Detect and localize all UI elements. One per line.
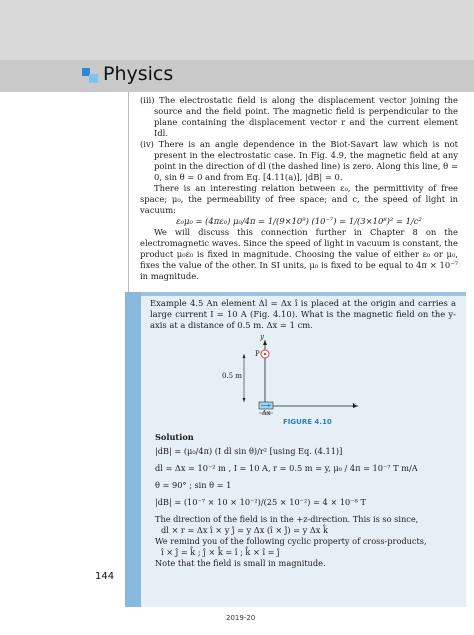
solution-line-2: dl = Δx = 10⁻² m , I = 10 A, r = 0.5 m = y, μ₀ / 4π = 10⁻⁷ T m/A: [155, 463, 418, 473]
header-band: [0, 60, 474, 92]
solution-line-4: |dB| = (10⁻⁷ × 10 × 10⁻²)/(25 × 10⁻²) = 4 × 10⁻⁸ T: [155, 497, 366, 507]
figure-4-10: [230, 338, 360, 418]
solution-line-3: θ = 90° ; sin θ = 1: [155, 480, 232, 490]
item-iv: (iv) There is an angle dependence in the Biot-Savart law which is not present in the electrostatic case. In Fig. 4.9, the magnetic field at any point in the direction of dl (the dashed line) is zero. Along this line, θ = 0, sin θ = 0 and from Eq. [4.11(a)], |dB| = 0.: [140, 139, 458, 182]
solution-line-7: We remind you of the following cyclic property of cross-products,: [155, 536, 427, 546]
figure-y-label: y: [260, 333, 264, 341]
figure-distance-label: 0.5 m: [222, 372, 242, 380]
subject-logo-icon: [82, 68, 98, 84]
solution-line-9: Note that the field is small in magnitude.: [155, 558, 326, 568]
solution-line-6: dl × r = Δx î × y ĵ = y Δx (î × ĵ) = y Δx k̂: [161, 525, 328, 535]
relation-paragraph: There is an interesting relation between ε₀, the permittivity of free space; μ₀, the permeability of free space; and c, the speed of light in vacuum:: [140, 183, 458, 215]
solution-line-5: The direction of the field is in the +z-direction. This is so since,: [155, 514, 419, 524]
solution-line-1: |dB| = (μ₀/4π) (I dl sin θ)/r² [using Eq. (4.11)]: [155, 446, 343, 456]
figure-dx-label: Δx: [262, 409, 271, 417]
item-iii: (iii) The electrostatic field is along the displacement vector joining the source and the field point. The magnetic field is perpendicular to the plane containing the displacement vector r and the current element Idl.: [140, 95, 458, 138]
example-statement: Example 4.5 An element Δl = Δx î is placed at the origin and carries a large current I = 10 A (Fig. 4.10). What is the magnetic field on the y-axis at a distance of 0.5 m. Δx = 1 cm.: [150, 298, 456, 330]
page-header: [0, 0, 474, 92]
footer-year: 2019-20: [226, 614, 256, 622]
discussion-paragraph: We will discuss this connection further in Chapter 8 on the electromagnetic waves. Since the speed of light in vacuum is constant, the product μ₀ε₀ is fixed in magnitude. Choosing the value of either ε₀ or μ₀, fixes the value of the other. In SI units, μ₀ is fixed to be equal to 4π × 10⁻⁷ in magnitude.: [140, 227, 459, 281]
relation-equation: ε₀μ₀ = (4πε₀) μ₀/4π = 1/(9×10⁹) (10⁻⁷) = 1/(3×10⁸)² = 1/c²: [176, 216, 422, 226]
page-number: 144: [95, 571, 115, 582]
body-text: [140, 95, 458, 282]
figure-point-label: P: [255, 350, 260, 358]
figure-x-label: x: [352, 401, 356, 409]
example-strip-label: EXAMPLE 4.5: [118, 447, 128, 520]
figure-caption: FIGURE 4.10: [283, 418, 332, 426]
solution-title: Solution: [155, 432, 194, 442]
solution-block: [155, 432, 455, 569]
solution-line-8: î × ĵ = k̂ ; ĵ × k̂ = î ; k̂ × î = ĵ: [161, 547, 280, 557]
subject-title: Physics: [103, 63, 174, 85]
example-statement-block: [150, 298, 456, 331]
